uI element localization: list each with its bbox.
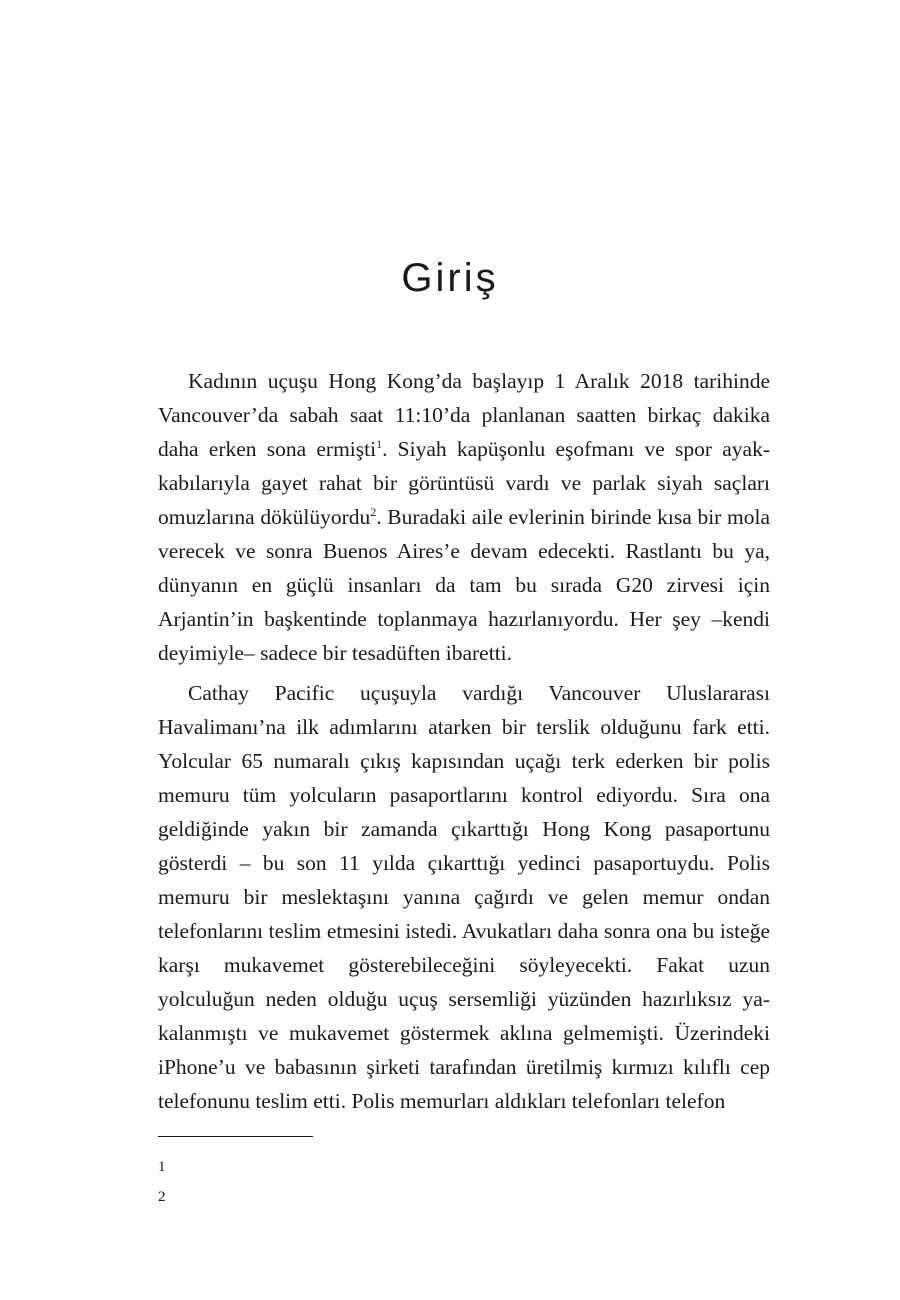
paragraph-2: Cathay Pacific uçuşuyla vardığı Vancouver Uluslararası Havalimanı’na ilk adımlarını atarken bir terslik olduğunu fark etti. Yolcular 65 numaralı çıkış kapısından uçağı terk ederken bir polis memuru tüm yolcuların pasaportlarını kontrol ediyordu. Sıra ona geldiğinde yakın bir zamanda çıkarttığı Hong Kong pasaportunu gösterdi – bu son 11 yılda çıkarttığı yedinci pasaportuydu. Polis memuru bir meslektaşını yanına çağırdı ve gelen memur ondan telefonlarını teslim etmesini istedi. Avukatları daha sonra ona bu isteğe karşı mukavemet gösterebileceğini söyleyecekti. Fakat uzun yolculuğun neden olduğu uçuş sersemliği yüzünden hazırlıksız yakalanmıştı ve mukavemet göstermek aklına gelmemişti. Üzerindeki iPhone’u ve babasının şirketi tarafından üretilmiş kırmızı kılıflı cep telefonunu teslim etti. Polis memurları aldıkları telefonları telefon <box>158 681 770 1113</box>
body-text <box>158 364 770 1124</box>
footnote-ref-2[interactable]: 2 <box>370 504 377 519</box>
paragraph-1-text-c: . Buradaki aile evlerinin birinde kısa bir mola verecek ve sonra Buenos Aires’e devam edecekti. Rastlantı bu ya, dünyanın en güçlü insanları da tam bu sırada G20 zirvesi için Arjantin’in başkentinde toplanmaya hazırlanıyordu. Her şey –kendi deyimiyle– sadece bir tesadüften ibaretti. <box>158 505 770 665</box>
footnote-divider <box>158 1136 313 1137</box>
footnote-2: 2 <box>158 1189 166 1205</box>
footnotes-list <box>158 1152 770 1212</box>
paragraph-1-text-a: Kadının uçuşu Hong Kong’da başlayıp 1 Aralık 2018 tarihinde Vancouver’da sabah saat 11:10’da planlanan saatten birkaç dakika daha erken sona ermişti <box>158 369 770 461</box>
footnote-1: 1 <box>158 1159 166 1175</box>
footnote-ref-1[interactable]: 1 <box>376 436 383 451</box>
paragraph-1-text-b: . Siyah kapüşonlu eşofmanı ve spor ayakkabılarıyla gayet rahat bir görüntüsü vardı ve parlak siyah saçları omuzlarına dökülüyordu <box>158 437 770 529</box>
chapter-title: Giriş <box>401 256 499 300</box>
paragraph-1 <box>158 364 770 670</box>
